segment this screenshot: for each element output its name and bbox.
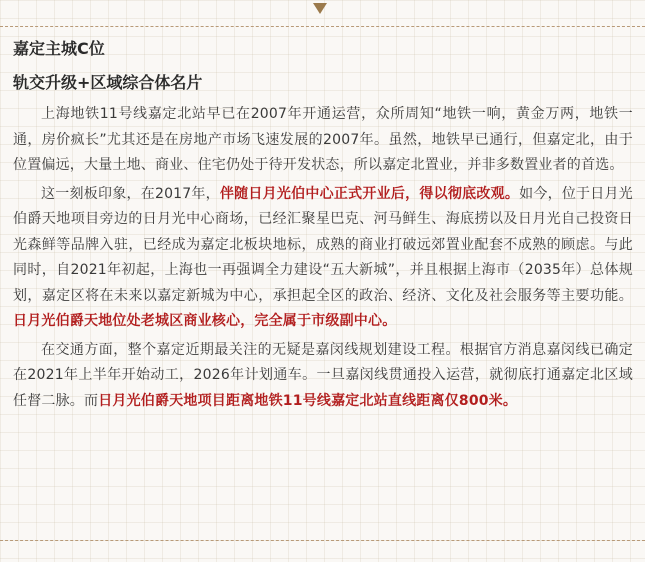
paragraph-text: 在交通方面，整个嘉定近期最关注的无疑是嘉闵线规划建设工程。根据官方消息嘉闵线已确定在2021年上半年开始动工，2026年计划通车。一旦嘉闵线贯通投入运营，就彻底打通嘉定北区域任督二脉。而 (13, 341, 633, 409)
top-dashed-divider (0, 26, 645, 27)
highlight-text: 伴随日月光伯中心正式开业后，得以彻底改观。 (219, 185, 520, 202)
section-heading: 嘉定主城C位 (13, 39, 105, 58)
paragraph-text: 上海地铁11号线嘉定北站早已在2007年开通运营，众所周知“地铁一响，黄金万两，地铁一通，房价疯长”尤其还是在房地产市场飞速发展的2007年。虽然，地铁早已通行，但嘉定北，由于位置偏远，大量土地、商业、住宅仍处于待开发状态，所以嘉定北置业，并非多数置业者的首选。 (13, 106, 633, 173)
section-subheading: 轨交升级+区域综合体名片 (13, 73, 203, 92)
highlight-text: 日月光伯爵天地位处老城区商业核心，完全属于市级副中心。 (13, 313, 397, 329)
bottom-dashed-divider (0, 540, 645, 541)
paragraph-text: 如今，位于日月光伯爵天地项目旁边的日月光中心商场，已经汇聚星巴克、河马鲜生、海底捞以及日月光自己投资日光森鲜等品牌入驻，已经成为嘉定北板块地标，成熟的商业打破远郊置业配套不成熟的顾虑。与此同时，自2021年初起，上海也一再强调全力建设“五大新城”，并且根据上海市（2035年）总体规划，嘉定区将在未来以嘉定新城为中心，承担起全区的政治、经济、文化及社会服务等主要功能。 (13, 185, 633, 304)
paragraph-transportation (13, 338, 633, 415)
section-marker-triangle (313, 3, 327, 14)
paragraph-commercial-center (13, 182, 633, 335)
article-section (13, 38, 633, 417)
paragraph-metro-history (13, 102, 633, 179)
highlight-text: 日月光伯爵天地项目距离地铁11号线嘉定北站直线距离仅800米。 (98, 392, 518, 409)
paragraph-text: 这一刻板印象，在2017年， (41, 185, 220, 202)
